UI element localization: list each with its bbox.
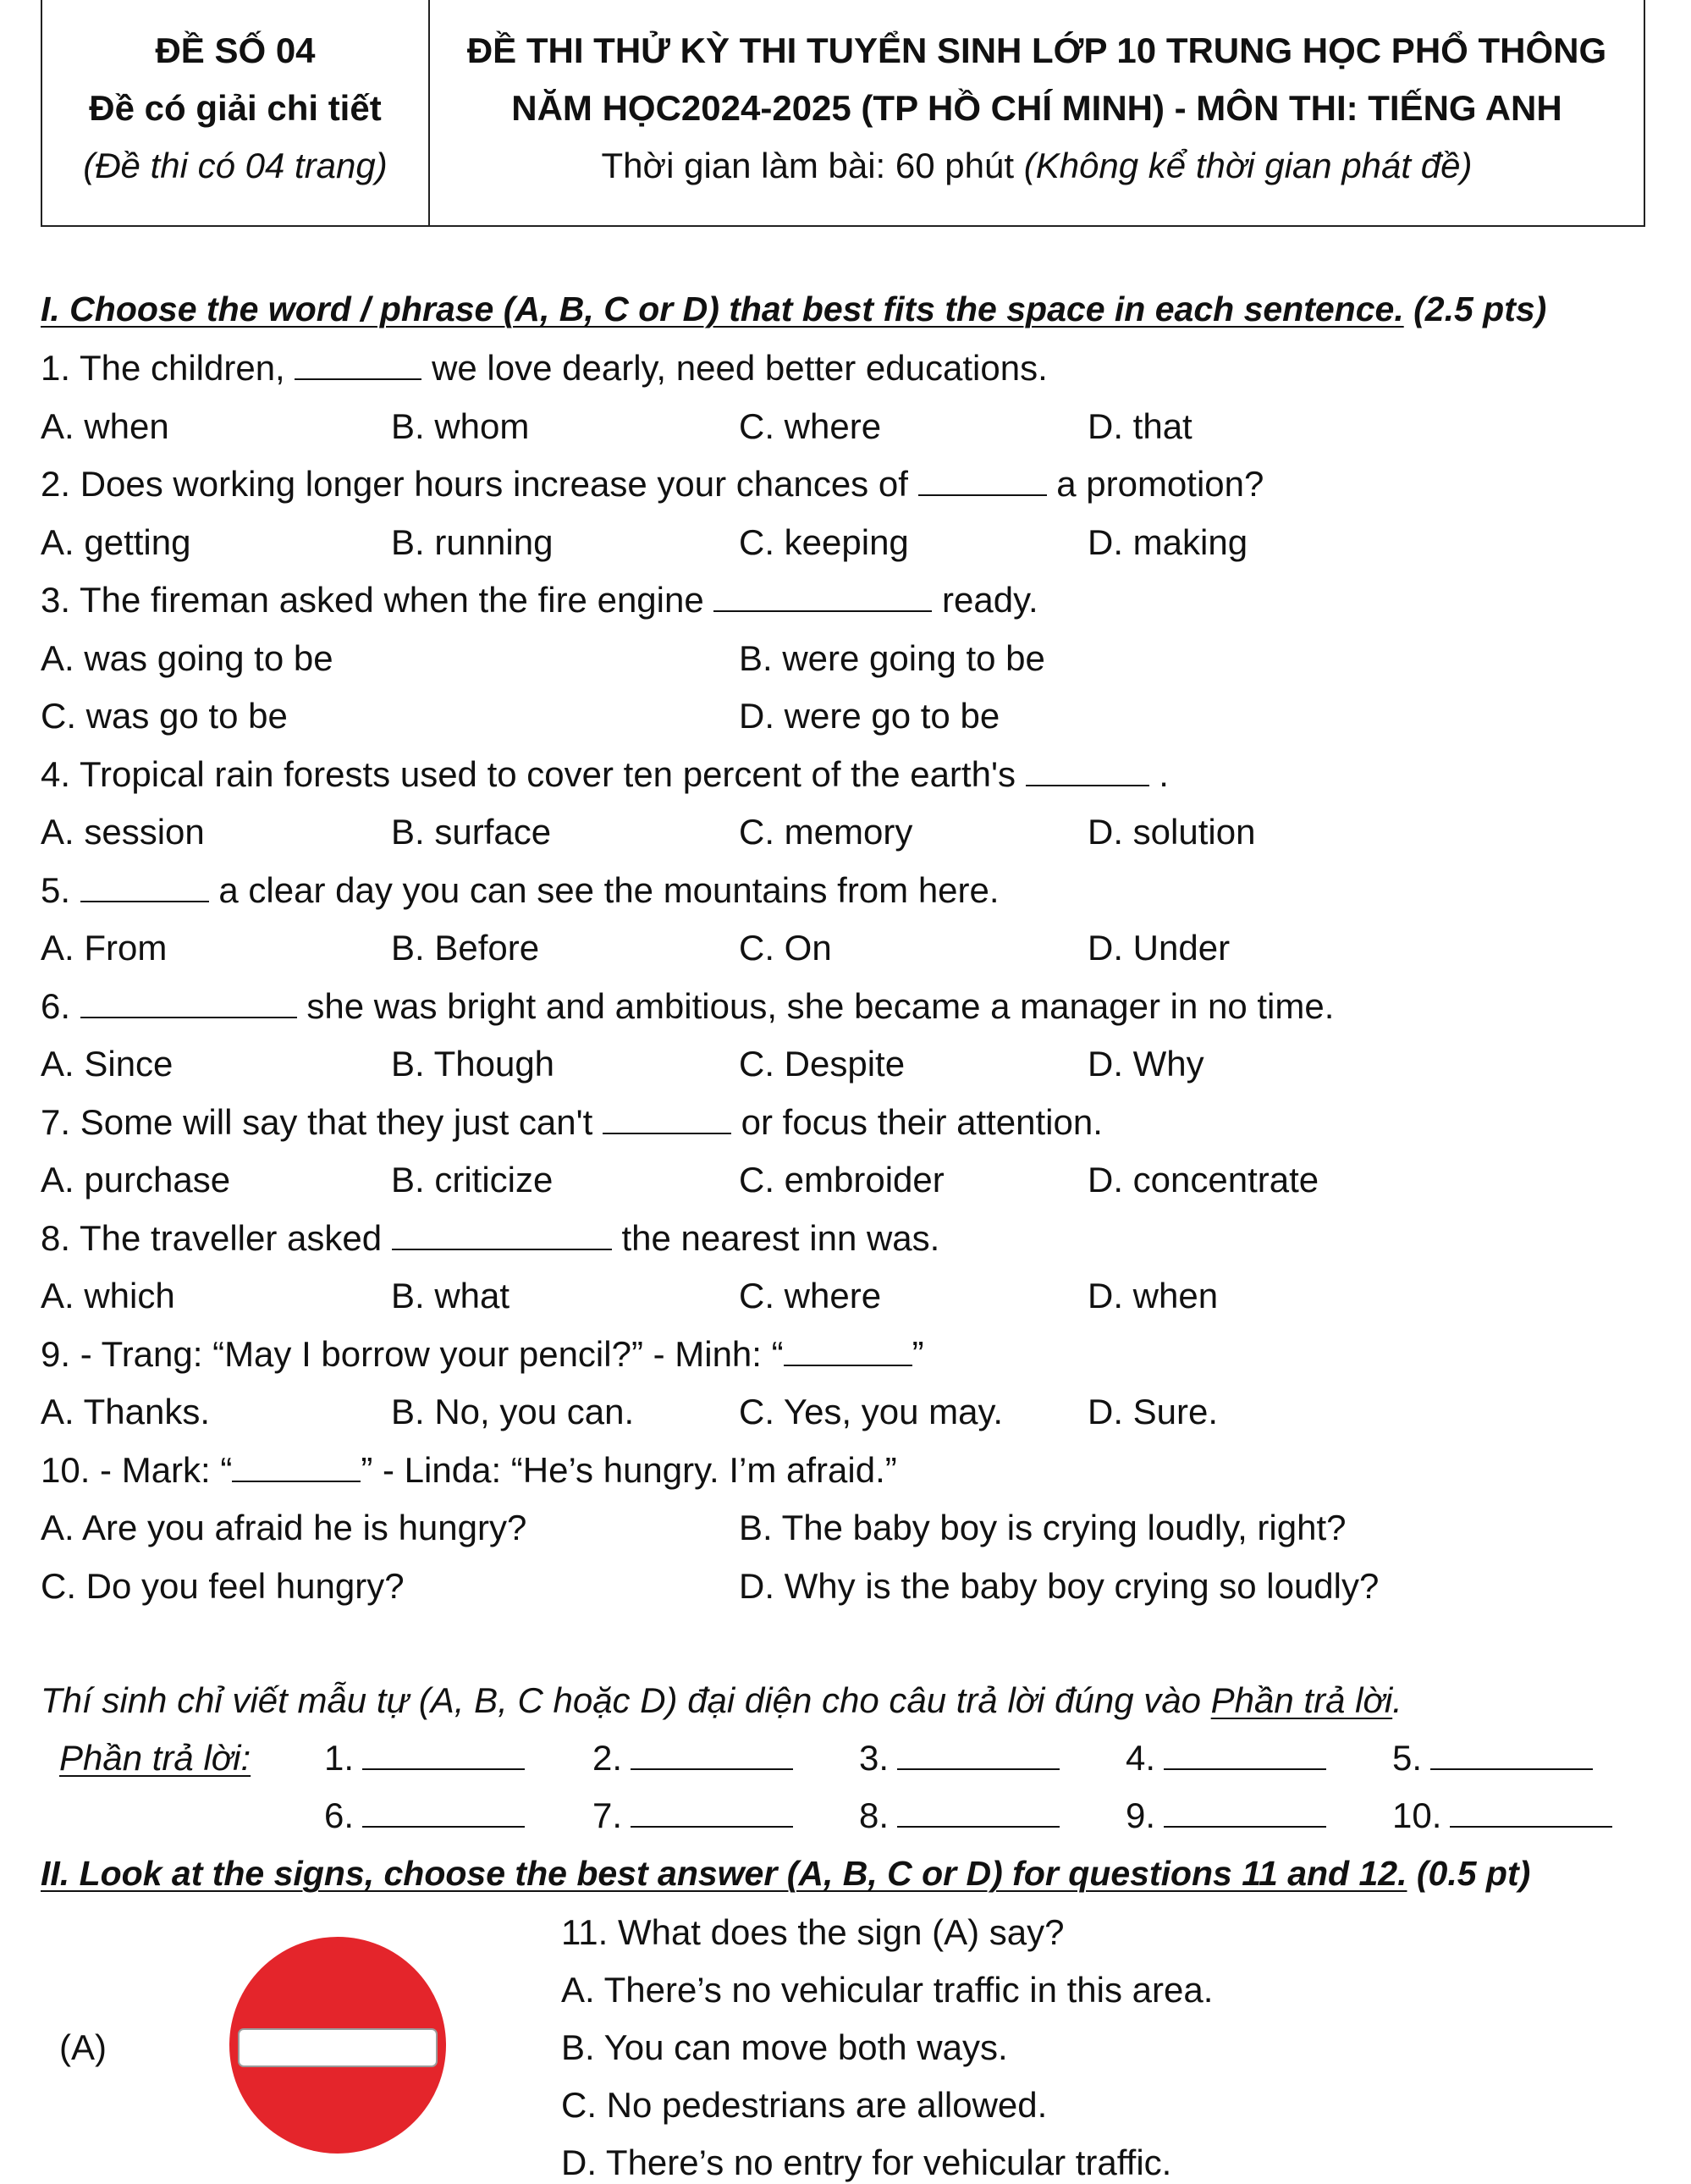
answer-label (59, 1738, 251, 1779)
question-3-option-d[interactable]: D. were go to be (739, 696, 1000, 736)
question-8-option-c[interactable]: C. where (739, 1276, 882, 1315)
answer-number: 7. (592, 1795, 623, 1835)
answer-slot-1[interactable] (324, 1738, 525, 1779)
question-10-option-c[interactable]: C. Do you feel hungry? (41, 1565, 405, 1606)
instruction-answer-section: Phần trả lời (1210, 1680, 1393, 1720)
question-text-end: a promotion? (1046, 464, 1264, 504)
question-text: 6. (41, 985, 80, 1026)
question-4-option-c[interactable]: C. memory (739, 812, 913, 852)
answer-number: 5. (1392, 1738, 1423, 1778)
question-text-end: ready. (932, 580, 1038, 620)
question-6-option-b[interactable]: B. Though (391, 1044, 555, 1084)
answer-line[interactable] (897, 1738, 1060, 1770)
question-7-option-c[interactable]: C. embroider (739, 1160, 945, 1200)
question-11: 11. What does the sign (A) say? (561, 1912, 1065, 1952)
question-11-option-a[interactable]: A. There’s no vehicular traffic in this area. (561, 1970, 1214, 2010)
question-1-option-d[interactable]: D. that (1088, 405, 1193, 446)
answer-number: 10. (1392, 1795, 1442, 1835)
answer-number: 9. (1126, 1795, 1156, 1835)
question-8 (41, 1217, 939, 1260)
question-7-option-b[interactable]: B. criticize (391, 1160, 554, 1200)
answer-number: 3. (859, 1738, 890, 1778)
instruction-text: Thí sinh chỉ viết mẫu tự (A, B, C hoặc D) đại diện cho câu trả lời đúng vào (41, 1680, 1211, 1720)
answer-slot-9[interactable] (1126, 1795, 1326, 1836)
question-3-option-a[interactable]: A. was going to be (41, 637, 333, 678)
answer-number: 1. (324, 1738, 355, 1778)
question-9-option-c[interactable]: C. Yes, you may. (739, 1392, 1004, 1431)
question-11-option-c[interactable]: C. No pedestrians are allowed. (561, 2085, 1048, 2125)
exam-title: ĐỀ THI THỬ KỲ THI TUYỂN SINH LỚP 10 TRUNG HỌC PHỔ THÔNG (466, 30, 1607, 70)
question-text-end: she was bright and ambitious, she became a manager in no time. (296, 985, 1335, 1026)
exam-time-note: (Không kể thời gian phát đề) (1023, 146, 1473, 185)
question-8-option-d[interactable]: D. when (1088, 1276, 1219, 1315)
question-text-end: we love dearly, need better educations. (421, 348, 1048, 388)
answer-blank (232, 1450, 361, 1482)
answer-number: 6. (324, 1795, 355, 1835)
no-entry-sign-icon (227, 1934, 449, 2156)
answer-slot-7[interactable] (592, 1795, 793, 1836)
exam-subtitle: Đề có giải chi tiết (89, 88, 382, 128)
question-text-end: the nearest inn was. (611, 1217, 940, 1258)
question-6 (41, 985, 1334, 1028)
sign-a-label: (A) (59, 2027, 107, 2067)
question-text-end: ” (912, 1333, 924, 1374)
sign-bar (239, 2029, 437, 2066)
section-2-heading: II. Look at the signs, choose the best answer (A, B, C or D) for questions 11 and 12. (41, 1854, 1407, 1893)
answer-slot-8[interactable] (859, 1795, 1060, 1836)
exam-year-subject: NĂM HỌC2024-2025 (TP HỒ CHÍ MINH) - MÔN THI: TIẾNG ANH (511, 88, 1562, 128)
instruction-period: . (1392, 1680, 1402, 1720)
section-2-title (41, 1854, 1530, 1894)
answer-line[interactable] (897, 1795, 1060, 1828)
answer-slot-6[interactable] (324, 1795, 525, 1836)
section-1-title (41, 290, 1546, 329)
answer-line[interactable] (631, 1738, 793, 1770)
exam-time (602, 141, 1473, 198)
question-9-option-d[interactable]: D. Sure. (1088, 1392, 1219, 1431)
question-3-option-c[interactable]: C. was go to be (41, 696, 288, 736)
answer-line[interactable] (1164, 1738, 1326, 1770)
question-text-end: a clear day you can see the mountains from here. (208, 869, 1000, 910)
answer-slot-5[interactable] (1392, 1738, 1593, 1779)
answer-blank (1026, 754, 1149, 786)
question-9-option-b[interactable]: B. No, you can. (391, 1392, 635, 1431)
question-7-option-a[interactable]: A. purchase (41, 1160, 231, 1200)
question-10-option-a[interactable]: A. Are you afraid he is hungry? (41, 1508, 527, 1547)
question-7-option-d[interactable]: D. concentrate (1088, 1160, 1319, 1200)
question-text-end: ” - Linda: “He’s hungry. I’m afraid.” (361, 1449, 897, 1490)
answer-instruction (41, 1680, 1402, 1721)
answer-slot-4[interactable] (1126, 1738, 1326, 1779)
answer-line[interactable] (362, 1738, 525, 1770)
page-count: (Đề thi có 04 trang) (83, 146, 388, 185)
question-6-option-a[interactable]: A. Since (41, 1044, 174, 1084)
question-11-option-b[interactable]: B. You can move both ways. (561, 2027, 1008, 2067)
answer-blank (603, 1102, 731, 1134)
question-10-option-d[interactable]: D. Why is the baby boy crying so loudly? (739, 1565, 1380, 1606)
question-4-option-a[interactable]: A. session (41, 812, 205, 852)
answer-number: 8. (859, 1795, 890, 1835)
question-5-option-c[interactable]: C. On (739, 928, 832, 968)
section-1-heading: I. Choose the word / phrase (A, B, C or D) that best fits the space in each sentence. (41, 290, 1404, 328)
answer-blank (80, 870, 209, 902)
question-10-option-b[interactable]: B. The baby boy is crying loudly, right? (739, 1508, 1347, 1547)
question-text: 1. The children, (41, 348, 295, 388)
question-9 (41, 1333, 924, 1376)
question-1-option-a[interactable]: A. when (41, 405, 169, 446)
question-text: 5. (41, 869, 80, 910)
question-3 (41, 579, 1038, 621)
question-3-option-b[interactable]: B. were going to be (739, 637, 1045, 678)
question-6-option-c[interactable]: C. Despite (739, 1044, 906, 1084)
question-text: 8. The traveller asked (41, 1217, 392, 1258)
question-2 (41, 463, 1264, 505)
question-10 (41, 1449, 897, 1492)
exam-time-text: Thời gian làm bài: 60 phút (601, 146, 1024, 185)
answer-line[interactable] (1450, 1795, 1612, 1828)
question-1 (41, 347, 1048, 389)
answer-slot-2[interactable] (592, 1738, 793, 1779)
answer-blank (918, 464, 1047, 496)
question-text: 4. Tropical rain forests used to cover ten percent of the earth's (41, 753, 1026, 794)
question-text: 2. Does working longer hours increase your chances of (41, 464, 918, 504)
section-1-points: (2.5 pts) (1403, 290, 1547, 328)
answer-label-text: Phần trả lời: (59, 1738, 251, 1778)
question-4-option-b[interactable]: B. surface (391, 812, 552, 852)
answer-blank (295, 348, 421, 380)
question-text: 7. Some will say that they just can't (41, 1101, 603, 1142)
answer-blank (80, 986, 297, 1018)
question-2-option-a[interactable]: A. getting (41, 521, 191, 562)
answer-blank (392, 1218, 612, 1250)
answer-number: 4. (1126, 1738, 1156, 1778)
answer-line[interactable] (1164, 1795, 1326, 1828)
question-1-option-c[interactable]: C. where (739, 405, 882, 446)
question-5-option-a[interactable]: A. From (41, 928, 168, 968)
question-text: 10. - Mark: “ (41, 1449, 233, 1490)
question-8-option-b[interactable]: B. what (391, 1276, 510, 1315)
header-right (430, 0, 1644, 225)
answer-number: 2. (592, 1738, 623, 1778)
question-8-option-a[interactable]: A. which (41, 1276, 175, 1315)
section-2-points: (0.5 pt) (1407, 1854, 1531, 1893)
question-6-option-d[interactable]: D. Why (1088, 1044, 1204, 1084)
exam-header (41, 0, 1645, 227)
question-text-end: . (1148, 753, 1169, 794)
question-7 (41, 1101, 1103, 1144)
answer-blank (713, 580, 932, 612)
question-5 (41, 869, 1000, 912)
header-left (42, 0, 430, 225)
question-2-option-c[interactable]: C. keeping (739, 521, 909, 562)
question-11-option-d[interactable]: D. There’s no entry for vehicular traffic. (561, 2143, 1172, 2182)
question-5-option-b[interactable]: B. Before (391, 928, 540, 968)
exam-number: ĐỀ SỐ 04 (155, 30, 316, 70)
question-9-option-a[interactable]: A. Thanks. (41, 1392, 210, 1431)
answer-blank (784, 1334, 912, 1366)
question-4-option-d[interactable]: D. solution (1088, 812, 1256, 852)
answer-slot-3[interactable] (859, 1738, 1060, 1779)
question-text: 9. - Trang: “May I borrow your pencil?” - Minh: “ (41, 1333, 784, 1374)
answer-line[interactable] (631, 1795, 793, 1828)
question-4 (41, 753, 1169, 796)
answer-line[interactable] (1430, 1738, 1593, 1770)
question-2-option-d[interactable]: D. making (1088, 521, 1248, 562)
question-1-option-b[interactable]: B. whom (391, 405, 530, 446)
question-2-option-b[interactable]: B. running (391, 521, 554, 562)
answer-slot-10[interactable] (1392, 1795, 1612, 1836)
question-text: 3. The fireman asked when the fire engine (41, 580, 714, 620)
answer-line[interactable] (362, 1795, 525, 1828)
question-text-end: or focus their attention. (730, 1101, 1103, 1142)
question-5-option-d[interactable]: D. Under (1088, 928, 1231, 968)
